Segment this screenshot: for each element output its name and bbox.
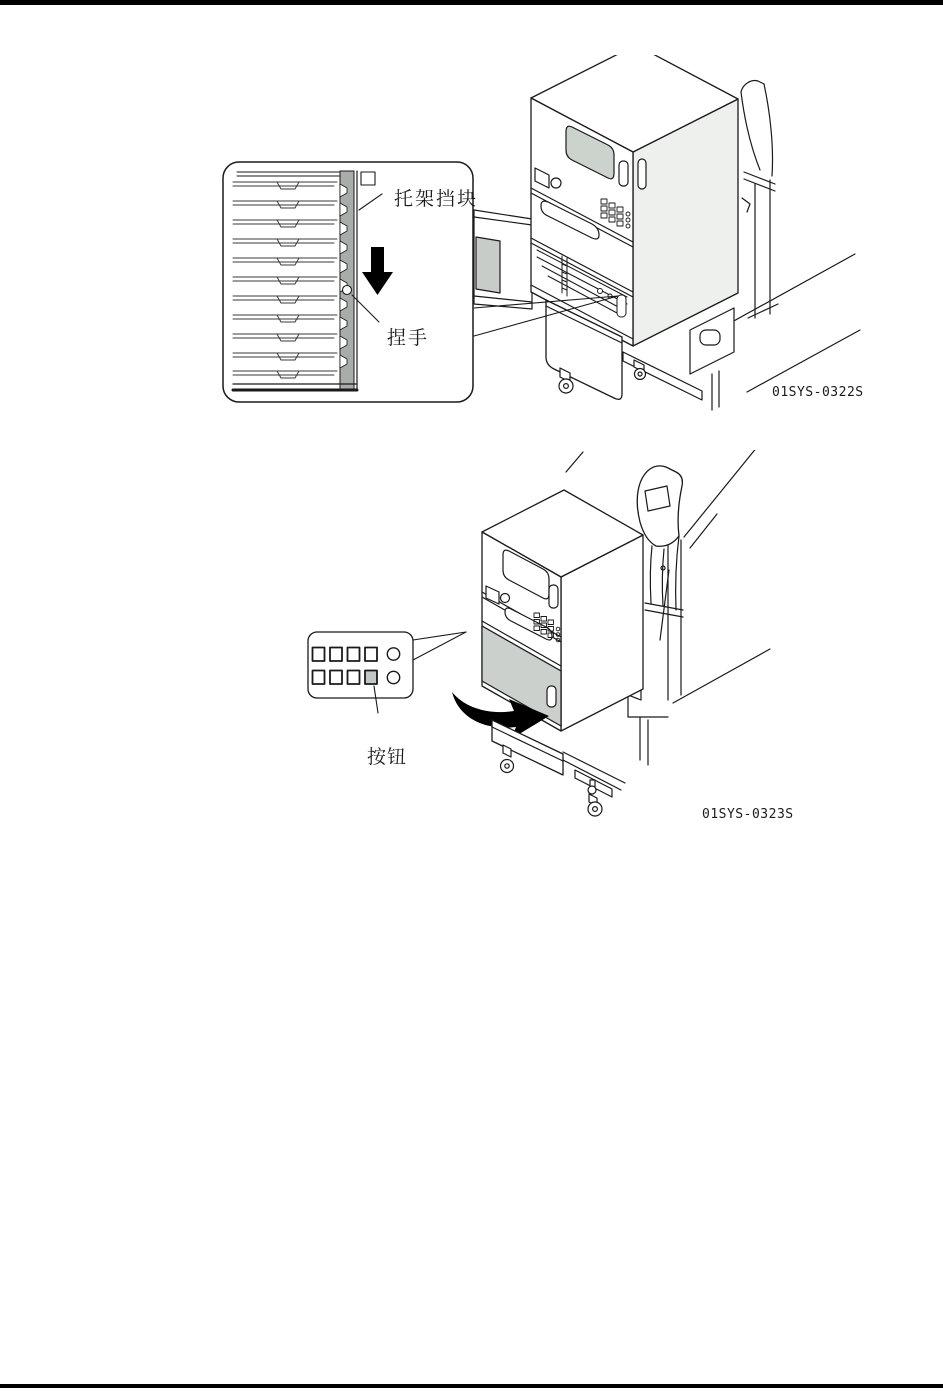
figure2-code: 01SYS-0323S <box>702 807 794 822</box>
page-bottom-rule <box>0 1384 943 1388</box>
figure-tray-stopper <box>0 55 943 420</box>
label-pinch-handle: 捏手 <box>387 327 430 349</box>
figure1-line-art <box>0 55 943 420</box>
label-tray-stopper: 托架挡块 <box>394 188 479 210</box>
pinch-handle-knob <box>343 286 352 295</box>
indicated-button <box>365 671 377 685</box>
figure2-line-art <box>0 450 943 840</box>
callout-pointer-2 <box>413 632 466 660</box>
callout-box-2 <box>308 632 413 713</box>
sorter-unit-2 <box>482 490 643 731</box>
page-top-rule <box>0 0 943 5</box>
figure-button-panel <box>0 450 943 840</box>
figure1-code: 01SYS-0322S <box>772 385 864 400</box>
floor-line-lower <box>747 330 860 392</box>
floor-line-2 <box>673 649 770 703</box>
sorter-unit-1 <box>531 55 738 346</box>
cart-2 <box>492 720 625 816</box>
label-button: 按钮 <box>367 746 408 768</box>
